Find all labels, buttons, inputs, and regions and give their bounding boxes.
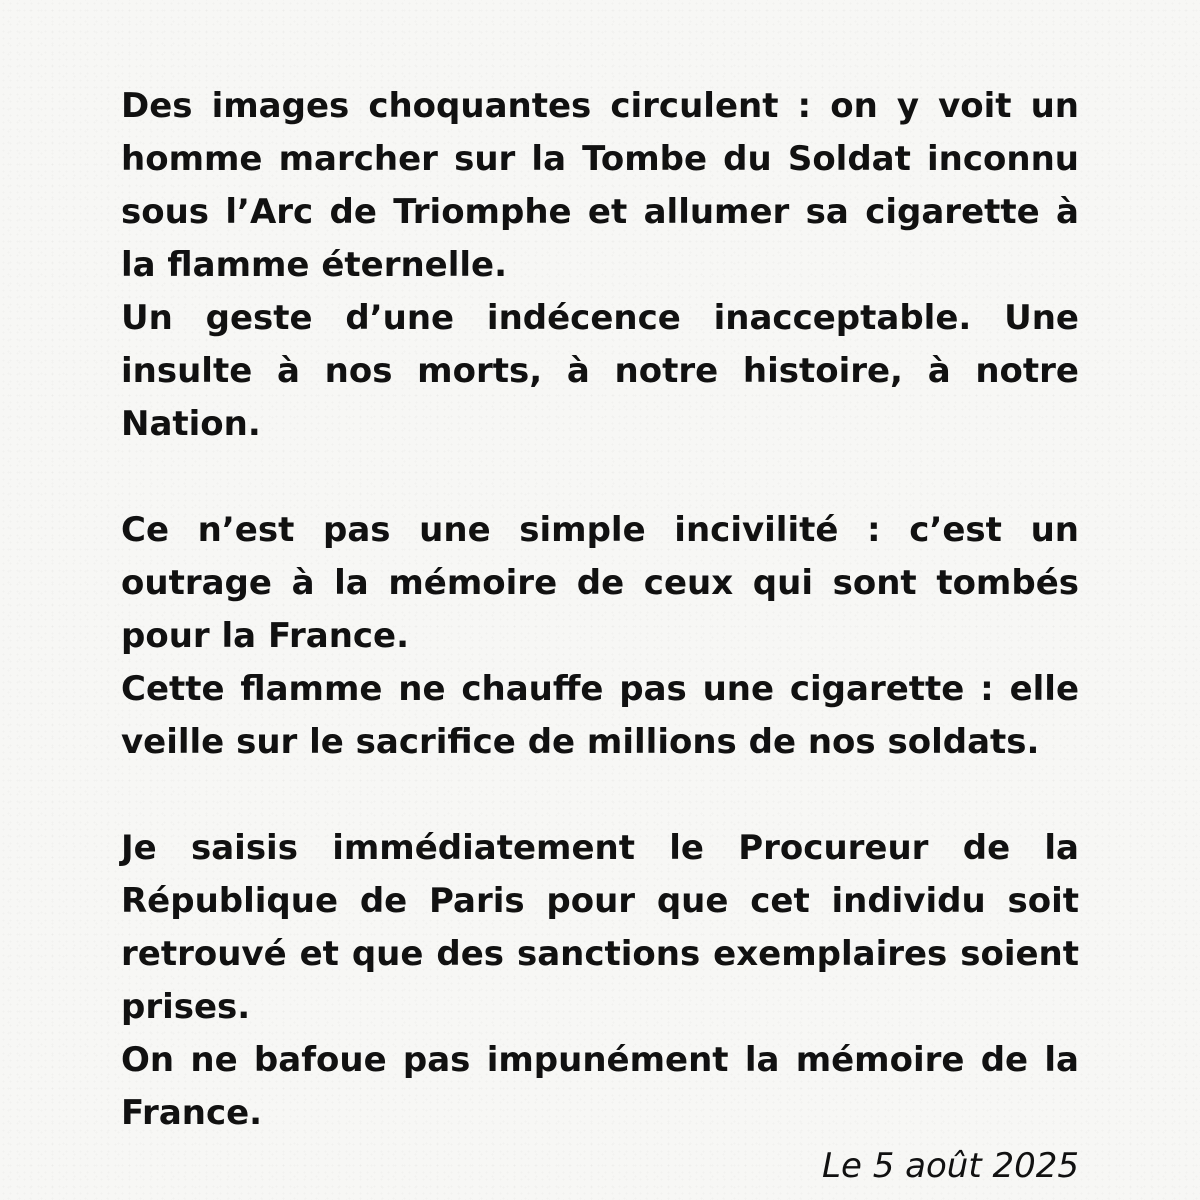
paragraph-1: Des images choquantes circulent : on y voit un homme marcher sur la Tombe du Soldat inconnu sous l’Arc de Triomphe et allumer sa cigarette à la flamme éternelle. — [121, 86, 1079, 285]
paragraph-2: Un geste d’une indécence inacceptable. Une insulte à nos morts, à notre histoire, à notre Nation. — [121, 298, 1079, 444]
statement-date: Le 5 août 2025 — [822, 1146, 1079, 1186]
paragraph-5: Je saisis immédiatement le Procureur de la République de Paris pour que cet individu soit retrouvé et que des sanctions exemplaires soient prises. — [121, 828, 1079, 1027]
statement-body — [121, 80, 1079, 1193]
paragraph-4: Cette flamme ne chauffe pas une cigarette : elle veille sur le sacrifice de millions de nos soldats. — [121, 669, 1079, 762]
paragraph-3: Ce n’est pas une simple incivilité : c’est un outrage à la mémoire de ceux qui sont tombés pour la France. — [121, 510, 1079, 656]
paragraph-spacer — [121, 451, 1079, 504]
paragraph-6: On ne bafoue pas impunément la mémoire de la France. — [121, 1040, 1079, 1133]
paragraph-spacer — [121, 769, 1079, 822]
